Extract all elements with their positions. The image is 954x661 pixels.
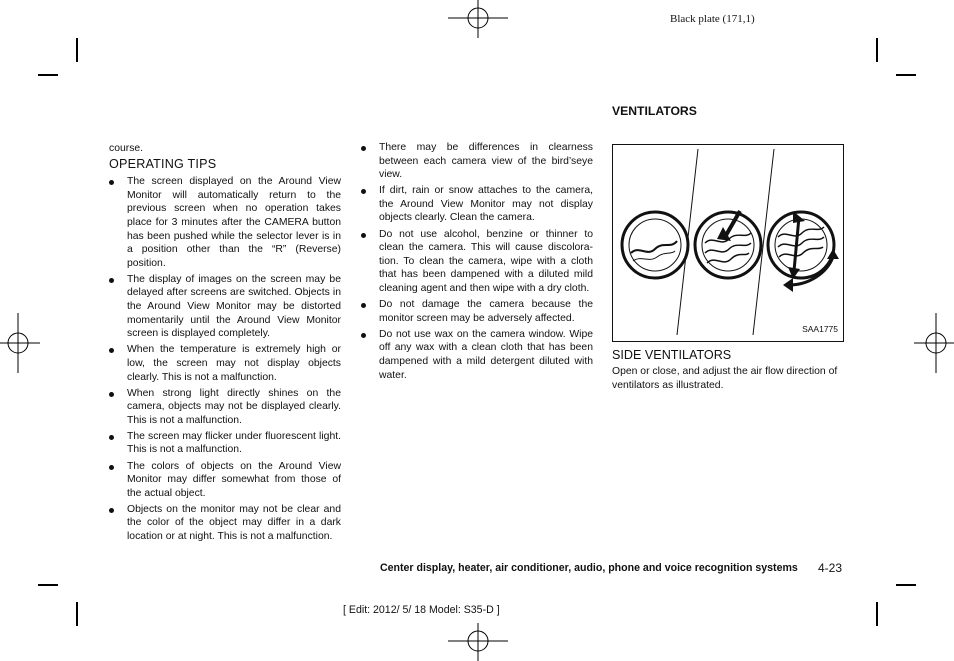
crop-mark (76, 602, 78, 626)
bullet-icon (109, 392, 114, 397)
crop-mark (896, 74, 916, 76)
ventilator-diagram-icon (613, 145, 843, 341)
bullet-icon (361, 303, 366, 308)
list-item: Do not use wax on the camera window. Wipe off any wax with a clean cloth that has been dampened with a mild detergent diluted with water. (361, 328, 593, 382)
side-ventilators-text: Open or close, and adjust the air flow direction of ventilators as illustrated. (612, 366, 838, 391)
crop-mark (876, 38, 878, 62)
list-item: The screen displayed on the Around View Monitor will automatically return to the previous screen when no operation takes place for 3 minutes after the CAMERA button has been pushed while the selector lever is in a position other than the “R” (Reverse) position. (109, 175, 341, 270)
bullet-icon (109, 508, 114, 513)
registration-mark-icon (914, 313, 954, 373)
registration-mark-icon (0, 313, 40, 373)
list-item: The colors of objects on the Around View Monitor may differ somewhat from those of the actual object. (109, 460, 341, 501)
bullet-icon (109, 465, 114, 470)
column-operating-tips (109, 142, 341, 546)
operating-tips-heading: OPERATING TIPS (109, 156, 217, 171)
continuation-text: course. (109, 143, 144, 154)
crop-mark (76, 38, 78, 62)
list-item: The display of images on the screen may be delayed after screens are switched. Objects in the Around View Monitor may be distorted momentarily until the Around View Monitor screen is displayed completely. (109, 273, 341, 341)
crop-mark (896, 584, 916, 586)
crop-mark (38, 584, 58, 586)
list-item: When the temperature is extremely high or low, the screen may not display objects clearly. This is not a malfunction. (109, 343, 341, 384)
bullet-icon (361, 146, 366, 151)
ventilators-title: VENTILATORS (612, 104, 697, 118)
list-item: If dirt, rain or snow attaches to the camera, the Around View Monitor may not display objects clearly. Clean the camera. (361, 184, 593, 225)
column-camera-tips (361, 141, 593, 385)
bullet-icon (109, 278, 114, 283)
camera-tips-list (361, 141, 593, 382)
list-item: Objects on the monitor may not be clear and the color of the object may differ in a dark location or at night. This is not a malfunction. (109, 503, 341, 544)
list-item: The screen may flicker under fluorescent light. This is not a malfunction. (109, 430, 341, 457)
bullet-icon (361, 189, 366, 194)
crop-mark (38, 74, 58, 76)
bullet-icon (361, 333, 366, 338)
registration-mark-icon (448, 621, 508, 661)
column-ventilators (612, 105, 846, 392)
operating-tips-list (109, 175, 341, 543)
chapter-title: Center display, heater, air conditioner, audio, phone and voice recognition systems (380, 562, 798, 574)
list-item: There may be differences in clearness between each camera view of the bird’seye view. (361, 141, 593, 182)
list-item: Do not use alcohol, benzine or thinner to clean the camera. This will cause discolora-tion. To clean the camera, wipe with a cloth that has been dampened with a diluted mild cleaning agent and then wipe with a dry cloth. (361, 228, 593, 296)
side-ventilators-heading: SIDE VENTILATORS (612, 347, 732, 362)
figure-label: SAA1775 (802, 324, 838, 334)
registration-mark-icon (448, 0, 508, 40)
bullet-icon (361, 233, 366, 238)
edit-line: [ Edit: 2012/ 5/ 18 Model: S35-D ] (343, 604, 500, 616)
ventilator-illustration (612, 144, 844, 342)
list-item: Do not damage the camera because the monitor screen may be adversely affected. (361, 298, 593, 325)
list-item: When strong light directly shines on the camera, objects may not be displayed clearly. This is not a malfunction. (109, 387, 341, 428)
bullet-icon (109, 435, 114, 440)
bullet-icon (109, 180, 114, 185)
bullet-icon (109, 348, 114, 353)
page-number: 4-23 (818, 561, 843, 575)
crop-mark (876, 602, 878, 626)
plate-label: Black plate (171,1) (670, 13, 755, 25)
